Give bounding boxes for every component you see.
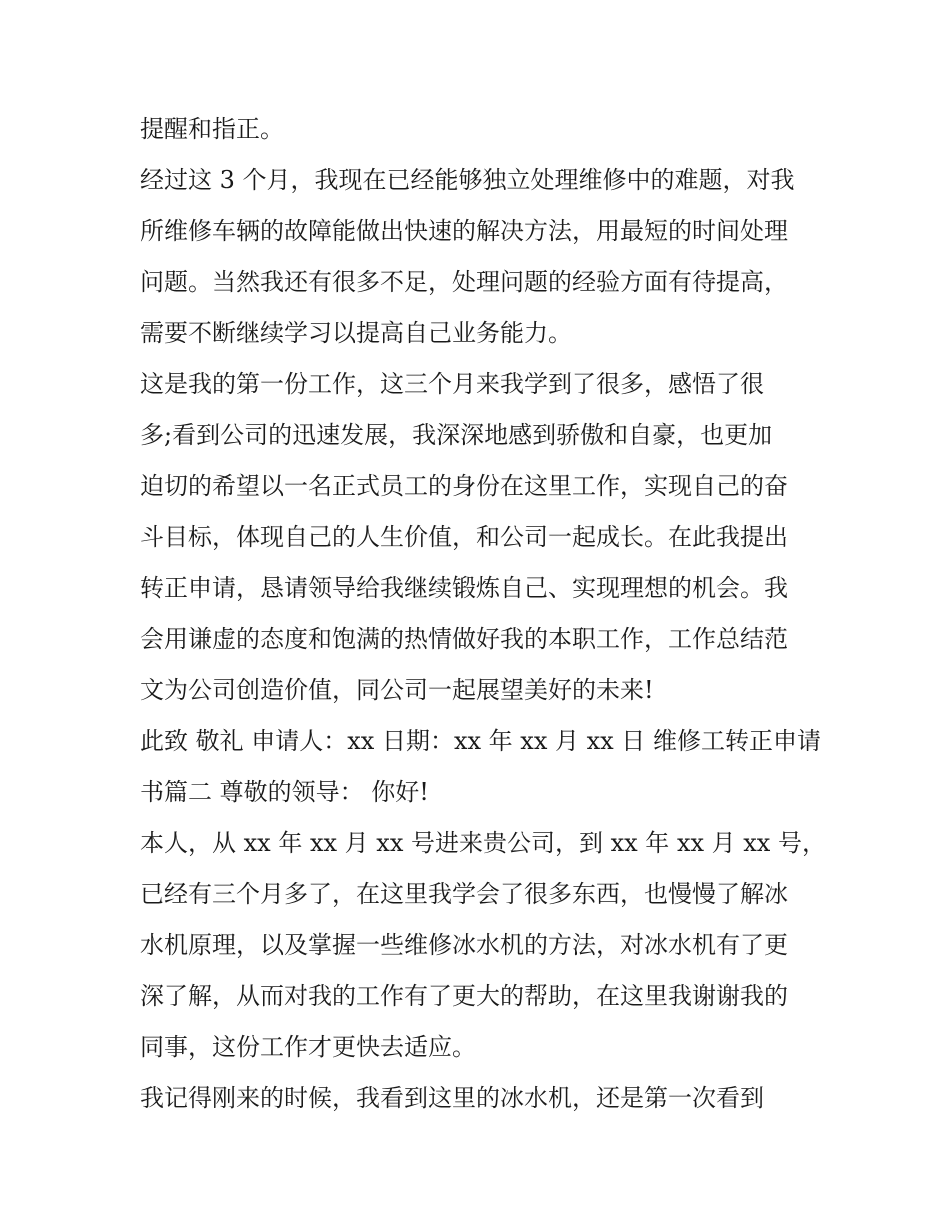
text-line: 书篇二 尊敬的领导： 你好! [140,778,429,806]
text-line: 迫切的希望以一名正式员工的身份在这里工作，实现自己的奋 [140,472,788,500]
document-body [140,104,826,1124]
text-line: 会用谦虚的态度和饱满的热情做好我的本职工作，工作总结范 [140,625,788,653]
text-line: 需要不断继续学习以提高自己业务能力。 [140,319,572,347]
text-line: 所维修车辆的故障能做出快速的解决方法，用最短的时间处理 [140,217,788,245]
text-line: 多;看到公司的迅速发展，我深深地感到骄傲和自豪，也更加 [140,421,773,449]
text-line: 深了解，从而对我的工作有了更大的帮助，在这里我谢谢我的 [140,982,788,1010]
text-line: 此致 敬礼 申请人：xx 日期：xx 年 xx 月 xx 日 维修工转正申请 [140,727,821,755]
text-line: 经过这 3 个月，我现在已经能够独立处理维修中的难题，对我 [140,166,795,194]
text-line: 水机原理，以及掌握一些维修冰水机的方法，对冰水机有了更 [140,931,788,959]
text-line: 转正申请，恳请领导给我继续锻炼自己、实现理想的机会。我 [140,574,788,602]
text-line: 我记得刚来的时候，我看到这里的冰水机，还是第一次看到 [140,1084,764,1112]
text-line: 本人，从 xx 年 xx 月 xx 号进来贵公司，到 xx 年 xx 月 xx 号， [140,829,826,857]
text-line: 问题。当然我还有很多不足，处理问题的经验方面有待提高， [140,268,788,296]
text-line: 同事，这份工作才更快去适应。 [140,1033,476,1061]
text-line: 文为公司创造价值，同公司一起展望美好的未来! [140,676,654,704]
text-line: 已经有三个月多了，在这里我学会了很多东西，也慢慢了解冰 [140,880,788,908]
text-line: 这是我的第一份工作，这三个月来我学到了很多，感悟了很 [140,370,764,398]
text-line: 斗目标，体现自己的人生价值，和公司一起成长。在此我提出 [140,523,788,551]
text-line: 提醒和指正。 [140,115,284,143]
